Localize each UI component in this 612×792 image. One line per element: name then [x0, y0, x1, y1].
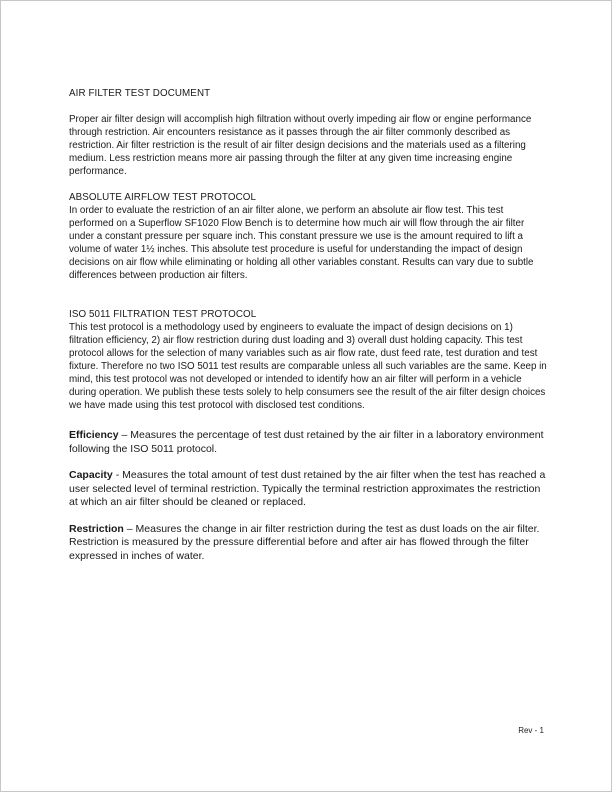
document-content	[69, 87, 547, 576]
definition-separator: –	[118, 429, 131, 441]
definition-efficiency	[69, 429, 547, 456]
section-absolute-airflow	[69, 191, 547, 282]
definition-separator: –	[123, 522, 136, 535]
definition-body-capacity: Measures the total amount of test dust retained by the air filter when the test has reached a user selected level of terminal restriction. Typically the terminal restriction approximates the restriction at which an air filter should be cleaned or replaced.	[69, 469, 546, 508]
section-heading-absolute-airflow: ABSOLUTE AIRFLOW TEST PROTOCOL	[69, 192, 257, 203]
definition-capacity	[69, 469, 547, 510]
definition-body-efficiency: Measures the percentage of test dust retained by the air filter in a laboratory environment following the ISO 5011 protocol.	[69, 429, 544, 455]
definition-body-restriction: Measures the change in air filter restriction during the test as dust loads on the air filter. Restriction is measured by the pressure differential before and after air has flowed through the filter expressed in inches of water.	[69, 522, 540, 562]
definition-term-restriction: Restriction	[69, 522, 124, 535]
intro-paragraph: Proper air filter design will accomplish high filtration without overly impeding air flow or engine performance through restriction. Air encounters resistance as it passes through the air filter commonly described as restriction. Air filter restriction is the result of air filter design decisions and the materials used as a filtering medium. Less restriction means more air passing through the filter at any given time increasing engine performance.	[69, 114, 532, 177]
section-iso-5011	[69, 308, 547, 412]
section-body-absolute-airflow: In order to evaluate the restriction of an air filter alone, we perform an absolute air flow test. This test performed on a Superflow SF1020 Flow Bench is to determine how much air will flow through the air filter under a constant pressure per square inch. This constant pressure we use is the amount required to lift a volume of water 1½ inches. This absolute test procedure is useful for understanding the impact of design decisions on air flow while eliminating or holding all other variables constant. Results can vary due to subtle differences between production air filters.	[69, 205, 534, 281]
definitions-list	[69, 429, 547, 563]
section-heading-iso-5011: ISO 5011 FILTRATION TEST PROTOCOL	[69, 309, 257, 320]
definition-restriction	[69, 523, 547, 564]
definition-term-capacity: Capacity	[69, 469, 113, 481]
definition-separator: -	[112, 469, 123, 481]
document-title: AIR FILTER TEST DOCUMENT	[69, 88, 211, 99]
footer-revision: Rev - 1	[518, 726, 544, 735]
definition-term-efficiency: Efficiency	[69, 429, 119, 441]
section-body-iso-5011: This test protocol is a methodology used by engineers to evaluate the impact of design decisions on 1) filtration efficiency, 2) air flow restriction during dust loading and 3) overall dust holding capacity. This test protocol allows for the selection of many variables such as air flow rate, dust feed rate, test duration and test fixture. Therefore no two ISO 5011 test results are comparable unless all such variables are the same. Keep in mind, this test protocol was not developed or intended to identify how an air filter will perform in a vehicle during operation. We publish these tests solely to help consumers see the result of the air filter design choices we have made using this test protocol with disclosed test conditions.	[69, 322, 547, 411]
